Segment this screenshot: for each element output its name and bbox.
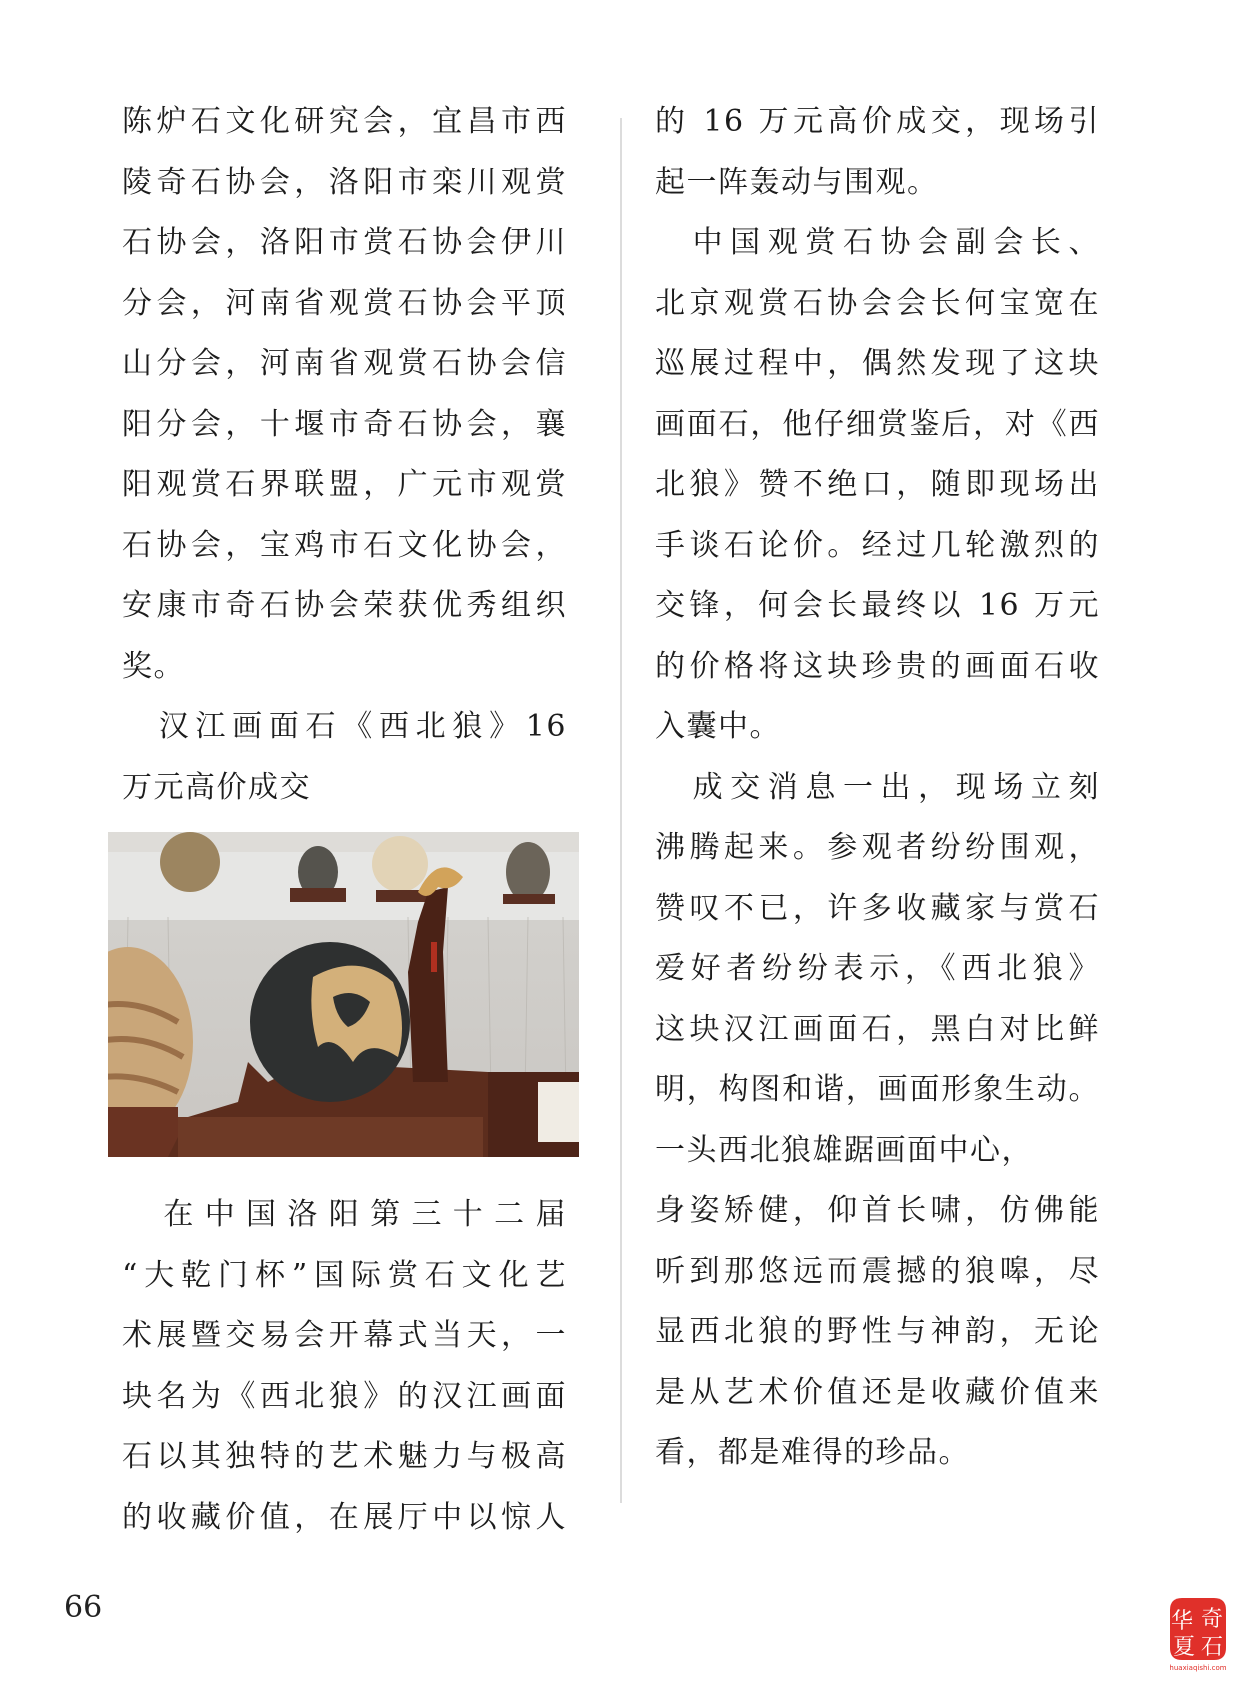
seal-char: 奇 [1200,1607,1224,1632]
text-line: 入囊中。 [655,709,781,744]
paragraph-reaction [655,758,1100,1484]
left-column [122,92,567,1548]
seal-icon [1164,1592,1232,1672]
text-line: 看，都是难得的珍品。 [655,1435,970,1470]
seal-char: 华 [1170,1609,1194,1634]
text-line: 石协会，洛阳市赏石协会伊川 [122,225,567,260]
text-line: 石以其独特的艺术魅力与极高 [122,1439,567,1474]
page-number: 66 [64,1590,103,1625]
text-line: 身姿矫健，仰首长啸，仿佛能 [655,1193,1100,1228]
text-line: 阳分会，十堰市奇石协会，襄 [122,406,567,442]
text-line: 在中国洛阳第三十二届 [122,1197,567,1232]
text-line: 手谈石论价。经过几轮激烈的 [655,527,1100,563]
right-column [655,92,1100,1484]
text-line: 石协会，宝鸡市石文化协会， [122,527,567,563]
text-line: 陵奇石协会，洛阳市栾川观赏 [122,164,567,200]
text-line: 巡展过程中，偶然发现了这块 [655,346,1100,381]
text-line: 一头西北狼雄踞画面中心， [655,1132,1033,1168]
text-line: 块名为《西北狼》的汉江画面 [122,1378,567,1414]
text-line: 陈炉石文化研究会，宜昌市西 [122,104,567,139]
text-line: 起一阵轰动与围观。 [655,164,939,200]
heading-line: 汉江画面石《西北狼》16 [122,709,567,744]
paragraph-continuation [655,92,1100,213]
text-line: 山分会，河南省观赏石协会信 [122,346,567,381]
text-line: 北狼》赞不绝口，随即现场出 [655,467,1100,502]
paragraph-organizers [122,92,567,697]
text-line: 的价格将这块珍贵的画面石收 [655,648,1100,684]
column-divider [620,118,622,1503]
text-line: 分会，河南省观赏石协会平顶 [122,285,567,321]
text-line: 奖。 [122,648,185,684]
text-line: 听到那悠远而震撼的狼嗥，尽 [655,1253,1100,1289]
watermark-logo [1164,1592,1232,1672]
text-line: 的收藏价值，在展厅中以惊人 [122,1499,567,1535]
text-line: 安康市奇石协会荣获优秀组织 [122,588,567,623]
text-line: 北京观赏石协会会长何宝宽在 [655,285,1100,321]
text-line: 阳观赏石界联盟，广元市观赏 [122,467,567,502]
section-heading [122,697,567,818]
text-line: 显西北狼的野性与神韵，无论 [655,1314,1100,1349]
text-line: “大乾门杯”国际赏石文化艺 [122,1257,567,1293]
text-line: 的 16 万元高价成交，现场引 [655,104,1100,139]
text-line: 这块汉江画面石，黑白对比鲜 [655,1011,1100,1047]
text-line: 成交消息一出，现场立刻 [655,769,1100,805]
seal-char: 石 [1200,1635,1224,1660]
stone-photo-illustration [108,832,579,1157]
text-line: 交锋，何会长最终以 16 万元 [655,588,1100,623]
text-line: 沸腾起来。参观者纷纷围观， [655,830,1100,865]
paragraph-exhibition [122,1185,567,1548]
seal-url: huaxiaqishi.com [1169,1664,1227,1672]
paragraph-purchase [655,213,1100,758]
seal-char: 夏 [1172,1635,1196,1660]
text-line: 中国观赏石协会副会长、 [655,225,1100,260]
text-line: 明，构图和谐，画面形象生动。 [655,1072,1100,1107]
text-line: 术展暨交易会开幕式当天，一 [122,1318,567,1353]
text-line: 赞叹不已，许多收藏家与赏石 [655,890,1100,926]
heading-line: 万元高价成交 [122,769,311,805]
text-line: 是从艺术价值还是收藏价值来 [655,1374,1100,1410]
stone-exhibit-photo [108,832,579,1157]
text-line: 画面石，他仔细赏鉴后，对《西 [655,406,1100,442]
text-line: 爱好者纷纷表示，《西北狼》 [655,951,1100,986]
